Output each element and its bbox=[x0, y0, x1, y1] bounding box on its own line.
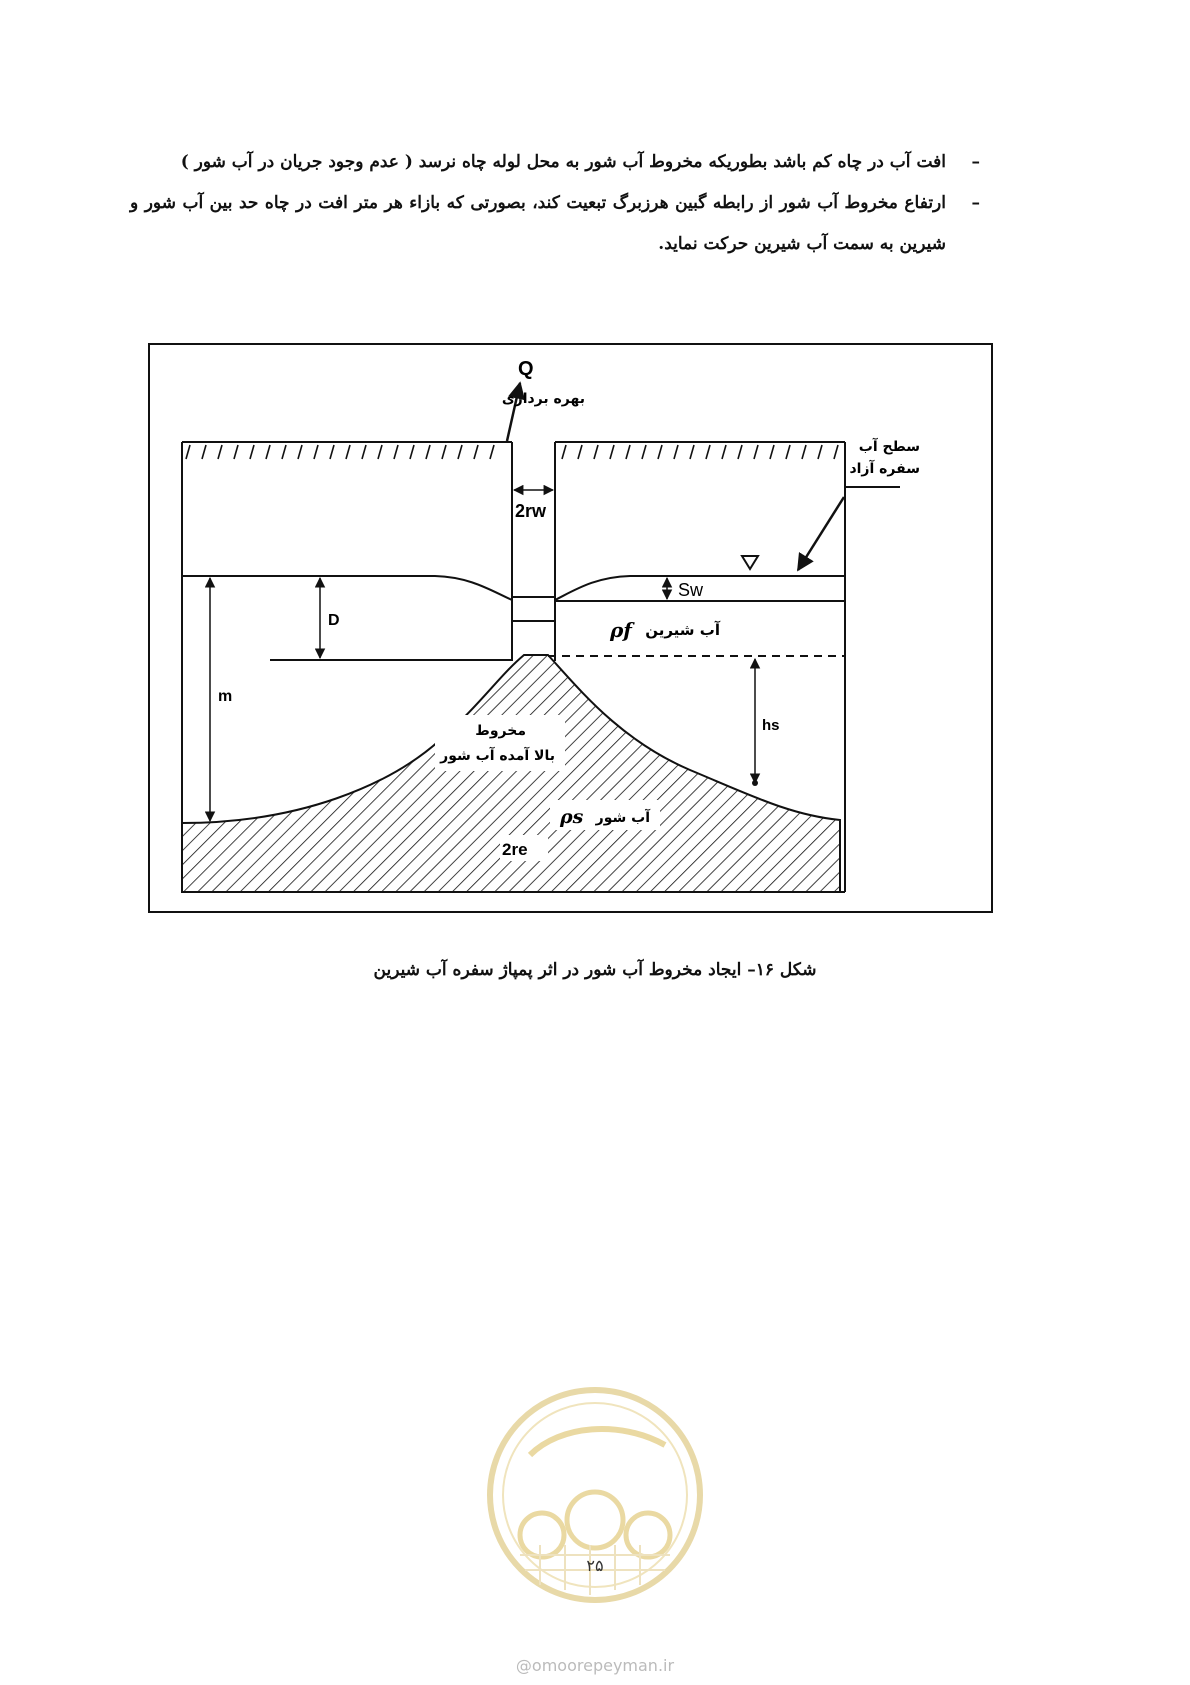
re-label: 2re bbox=[502, 840, 528, 859]
bullet-dash: – bbox=[971, 152, 980, 172]
bullet-item bbox=[130, 183, 980, 265]
figure-frame bbox=[148, 343, 993, 913]
watermark-logo bbox=[480, 1385, 710, 1685]
bullet-list bbox=[130, 142, 980, 265]
cone-label-1: مخروط bbox=[475, 723, 526, 739]
fresh-water-label: آب شیرین bbox=[645, 621, 720, 639]
d-label: D bbox=[328, 612, 340, 629]
bullet-text: افت آب در چاه کم باشد بطوریکه مخروط آب شور به محل لوله چاه نرسد ( عدم وجود جریان در آب شور ) bbox=[180, 152, 946, 172]
m-label: m bbox=[218, 688, 233, 705]
water-level-icon bbox=[742, 556, 758, 569]
cone-label-2: بالا آمده آب شور bbox=[440, 748, 555, 764]
q-label: Q bbox=[518, 358, 534, 380]
sw-label: Sw bbox=[678, 580, 704, 600]
water-table-label-2: سفره آزاد bbox=[849, 461, 920, 477]
hs-label: hs bbox=[762, 717, 780, 734]
site-watermark: @omoorepeyman.ir bbox=[515, 1656, 675, 1675]
rw-label: 2rw bbox=[515, 501, 547, 521]
water-table-label-1: سطح آب bbox=[858, 439, 920, 455]
rho-f-label: ρf bbox=[610, 618, 632, 642]
saltwater-cone-diagram bbox=[150, 345, 991, 911]
page-number: ۲۵ bbox=[586, 1556, 604, 1575]
salt-water-label: آب شور bbox=[595, 810, 650, 826]
water-table-arrow bbox=[798, 497, 844, 570]
hs-point bbox=[752, 780, 758, 786]
bullet-item bbox=[130, 142, 980, 183]
bullet-text: ارتفاع مخروط آب شور از رابطه گبین هرزبرگ تبعیت کند، بصورتی که بازاء هر متر افت در چاه حد بین آب شور و شیرین به سمت آب شیرین حرکت نماید. bbox=[130, 193, 946, 254]
rho-s-label: ρs bbox=[560, 806, 584, 828]
figure-caption: شکل ۱۶– ایجاد مخروط آب شور در اثر پمپاژ سفره آب شیرین bbox=[373, 960, 817, 980]
ground-surface bbox=[182, 442, 845, 459]
bullet-dash: – bbox=[971, 193, 980, 213]
pumping-label: بهره برداری bbox=[501, 391, 585, 407]
well-casing bbox=[512, 442, 555, 661]
